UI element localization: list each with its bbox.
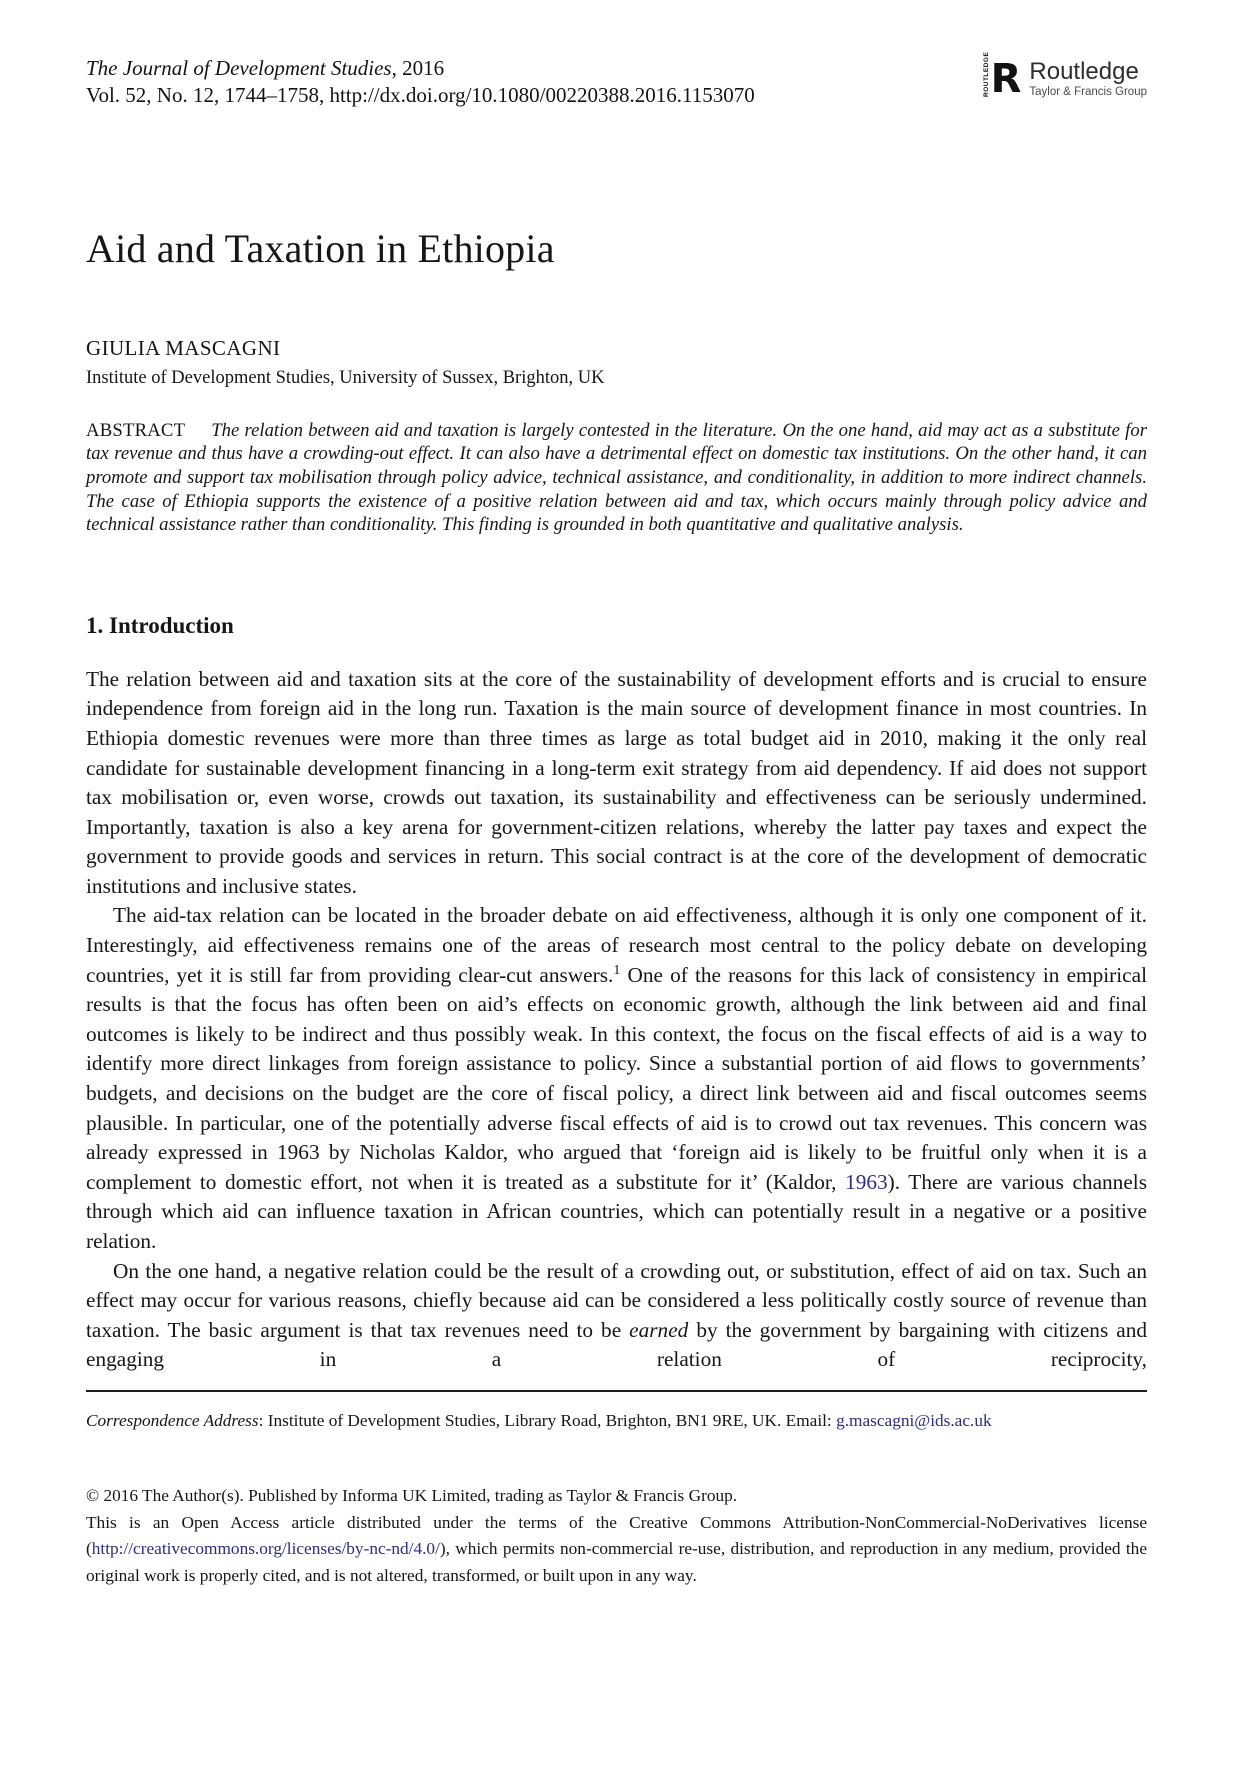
- inline-link[interactable]: 1963: [845, 1169, 888, 1194]
- text-segment: Correspondence Address: [86, 1410, 259, 1430]
- footnote-ref-1: 1: [613, 961, 621, 978]
- text-segment: The relation between aid and taxation sits at the core of the sustainability of development efforts and is crucial to ensure independence from foreign aid in the long run. Taxation is the main source of development finance in most countries. In Ethiopia domestic revenues were more than three times as large as total budget aid in 2010, making it the only real candidate for sustainable development financing in a long-term exit strategy from aid dependency. If aid does not support tax mobilisation or, even worse, crowds out taxation, its sustainability and effectiveness can be seriously undermined. Importantly, taxation is also a key arena for government-citizen relations, whereby the latter pay taxes and expect the government to provide goods and services in return. This social contract is at the core of the development of democratic institutions and inclusive states.: [86, 666, 1147, 898]
- copyright-line: © 2016 The Author(s). Published by Informa UK Limited, trading as Taylor & Francis Group.: [86, 1485, 738, 1505]
- routledge-logo-mark: [982, 51, 1022, 102]
- text-segment: On the one hand, a negative relation could be the result of a crowding out, or substitution, effect of aid on tax. Such an effect may occur for various reasons, chiefly because aid can be considered a less politically costly source of revenue than taxation. The basic argument is that tax revenues need to be: [86, 1258, 1147, 1342]
- inline-link[interactable]: http://creativecommons.org/licenses/by-nc-nd/4.0/: [91, 1539, 440, 1559]
- journal-year: , 2016: [391, 56, 445, 80]
- article-title: Aid and Taxation in Ethiopia: [86, 225, 555, 271]
- text-segment: : Institute of Development Studies, Library Road, Brighton, BN1 9RE, UK. Email:: [258, 1410, 837, 1430]
- text-segment: by the government by bargaining with citizens and engaging in a relation of reciprocity,: [86, 1317, 1147, 1372]
- correspondence-address: [86, 1409, 1147, 1433]
- text-segment: One of the reasons for this lack of consistency in empirical results is that the focus has often been on aid’s effects on economic growth, although the link between aid and final outcomes is likely to be indirect and thus possibly weak. In this context, the focus on the fiscal effects of aid is a way to identify more direct linkages from foreign assistance to policy. Since a substantial portion of aid flows to governments’ budgets, and decisions on the budget are the core of fiscal policy, a direct link between aid and fiscal outcomes seems plausible. In particular, one of the potentially adverse fiscal effects of aid is to crowd out tax revenues. This concern was already expressed in 1963 by Nicholas Kaldor, who argued that ‘foreign aid is likely to be fruitful only when it is a complement to domestic effort, not when it is treated as a substitute for it’ (Kaldor,: [86, 962, 1147, 1194]
- taylor-francis-tagline: Taylor & Francis Group: [1029, 86, 1147, 99]
- abstract-text: The relation between aid and taxation is largely contested in the literature. On the one hand, aid may act as a substitute for tax revenue and thus have a crowding-out effect. It can also have a detrimental effect on domestic tax institutions. On the other hand, it can promote and support tax mobilisation through policy advice, technical assistance, and conditionality, in addition to more indirect channels. The case of Ethiopia supports the existence of a positive relation between aid and tax, which occurs mainly through policy advice and technical assistance rather than conditionality. This finding is grounded in both quantitative and qualitative analysis.: [86, 419, 1147, 536]
- intro-paragraph-3: [86, 1257, 1147, 1375]
- text-segment: The aid-tax relation can be located in the broader debate on aid effectiveness, although it is only one component of it. Interestingly, aid effectiveness remains one of the areas of research most central to the policy debate on developing countries, yet it is still far from providing clear-cut answers.: [86, 903, 1147, 987]
- inline-link[interactable]: g.mascagni@ids.ac.uk: [836, 1410, 992, 1430]
- journal-citation: [86, 55, 755, 109]
- journal-title-line: [86, 55, 755, 82]
- text-segment: This is an Open Access article distributed under the terms of the Creative Commons Attribution-NonCommercial-NoDerivatives license (: [86, 1512, 1147, 1559]
- routledge-r-icon: R: [990, 55, 1022, 102]
- journal-name: The Journal of Development Studies: [86, 56, 392, 80]
- abstract: [86, 419, 1147, 537]
- routledge-name: Routledge: [1029, 58, 1139, 85]
- text-segment: ). There are various channels through which aid can influence taxation in African countries, which can potentially result in a negative or a positive relation.: [86, 1169, 1147, 1253]
- text-segment: earned: [629, 1317, 689, 1342]
- footnote-separator: [86, 1390, 1147, 1392]
- license-block: [86, 1483, 1147, 1589]
- routledge-vertical-text: ROUTLEDGE: [982, 51, 990, 97]
- page-header: [86, 51, 1147, 109]
- text-segment: ), which permits non-commercial re-use, distribution, and reproduction in any medium, provided the original work is properly cited, and is not altered, transformed, or built upon in any way.: [86, 1539, 1147, 1585]
- author-affiliation: Institute of Development Studies, University of Sussex, Brighton, UK: [86, 367, 605, 388]
- volume-doi-line: Vol. 52, No. 12, 1744–1758, http://dx.doi.org/10.1080/00220388.2016.1153070: [86, 82, 755, 107]
- license-text: [86, 1510, 1147, 1590]
- section-heading-introduction: 1. Introduction: [86, 612, 234, 638]
- intro-paragraph-2: [86, 901, 1147, 1256]
- intro-paragraph-1: [86, 665, 1147, 902]
- author-name: GIULIA MASCAGNI: [86, 335, 281, 360]
- abstract-label: ABSTRACT: [86, 419, 186, 441]
- routledge-logo-text: [1029, 59, 1147, 98]
- routledge-logo: [982, 51, 1147, 102]
